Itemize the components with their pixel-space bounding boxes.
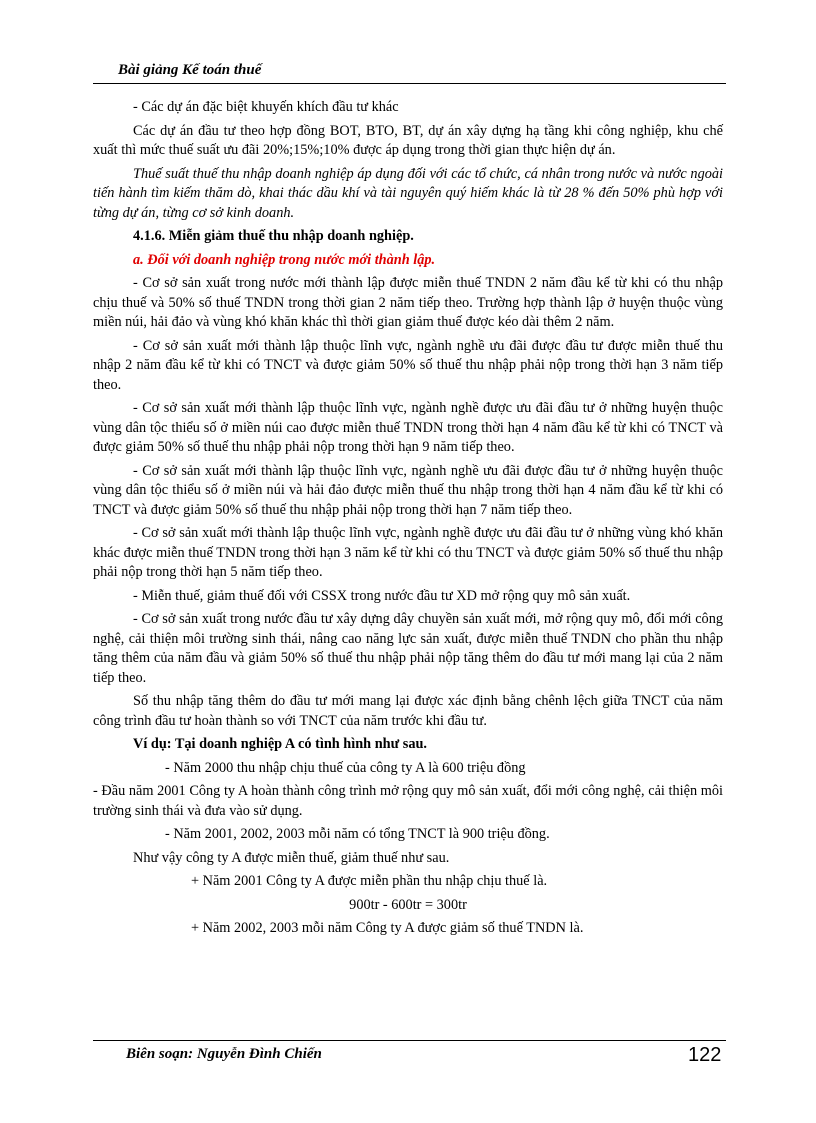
section-heading: 4.1.6. Miễn giảm thuế thu nhập doanh nghiệp.: [133, 228, 414, 244]
paragraph: - Cơ sở sản xuất mới thành lập thuộc lĩnh vực, ngành nghề ưu đãi được đầu tư ở những huyện thuộc vùng dân tộc thiểu số ở miền núi và hải đảo được miễn thuế thu nhập trong thời hạn 4 năm đầu kể từ khi có TNCT và được giảm 50% số thuế thu nhập phải nộp trong thời hạn 7 năm tiếp theo.: [93, 462, 723, 518]
paragraph: Số thu nhập tăng thêm do đầu tư mới mang lại được xác định bằng chênh lệch giữa TNCT của năm công trình đầu tư hoàn thành so với TNCT của năm trước khi đầu tư.: [93, 693, 723, 729]
paragraph: - Cơ sở sản xuất trong nước đầu tư xây dựng dây chuyền sản xuất mới, mở rộng quy mô, đổi mới công nghệ, cải thiện môi trường sinh thái, nâng cao năng lực sản xuất, được miễn thuế TNDN cho phần thu nhập tăng thêm của năm đầu và giảm 50% số thuế thu nhập phải nộp tăng thêm do đầu tư mới mang lại của 2 năm tiếp theo.: [93, 611, 723, 686]
page-body: [93, 98, 723, 943]
example-formula: 900tr - 600tr = 300tr: [349, 896, 467, 913]
paragraph: - Cơ sở sản xuất mới thành lập thuộc lĩnh vực, ngành nghề được ưu đãi đầu tư ở những huyện thuộc vùng dân tộc thiểu số ở miền núi cao được miễn thuế TNDN trong thời hạn 4 năm đầu kể từ khi có TNCT và được giảm 50% số thuế thu nhập phải nộp trong thời hạn 9 năm tiếp theo.: [93, 400, 723, 455]
paragraph: - Cơ sở sản xuất mới thành lập thuộc lĩnh vực, ngành nghề ưu đãi được đầu tư được miễn thuế thu nhập 2 năm đầu kể từ khi có TNCT và được giảm 50% số thuế thu nhập phải nộp trong thời hạn 3 năm tiếp theo.: [93, 337, 723, 393]
page-number: 122: [688, 1044, 722, 1066]
example-heading: Ví dụ: Tại doanh nghiệp A có tình hình như sau.: [133, 736, 427, 752]
paragraph: - Các dự án đặc biệt khuyến khích đầu tư khác: [133, 99, 399, 115]
footer-divider: [93, 1040, 726, 1041]
page-header-title: Bài giảng Kế toán thuế: [118, 62, 262, 78]
header-divider: [93, 83, 726, 84]
example-line: + Năm 2002, 2003 mỗi năm Công ty A được giảm số thuế TNDN là.: [191, 920, 584, 936]
example-line: - Đầu năm 2001 Công ty A hoàn thành công trình mở rộng quy mô sản xuất, đổi mới công nghệ, cải thiện môi trường sinh thái và đưa vào sử dụng.: [93, 783, 723, 819]
example-line: Như vậy công ty A được miễn thuế, giảm thuế như sau.: [133, 849, 450, 866]
paragraph: Thuế suất thuế thu nhập doanh nghiệp áp dụng đối với các tổ chức, cá nhân trong nước và nước ngoài tiến hành tìm kiếm thăm dò, khai thác dầu khí và tài nguyên quý hiếm khác là từ 28 % đến 50% phù hợp với từng dự án, từng cơ sở kinh doanh.: [93, 165, 723, 221]
example-line: - Năm 2000 thu nhập chịu thuế của công ty A là 600 triệu đồng: [165, 759, 526, 776]
paragraph: - Cơ sở sản xuất trong nước mới thành lập được miễn thuế TNDN 2 năm đầu kể từ khi có thu nhập chịu thuế và 50% số thuế TNDN trong thời gian 2 năm tiếp theo. Trường hợp thành lập ở huyện thuộc vùng miền núi, hải đảo và vùng khó khăn khác thì thời gian giảm thuế được kéo dài thêm 2 năm.: [93, 275, 723, 330]
subsection-heading: a. Đối với doanh nghiệp trong nước mới thành lập.: [133, 251, 436, 268]
paragraph: Các dự án đầu tư theo hợp đồng BOT, BTO, BT, dự án xây dựng hạ tầng khi công nghiệp, khu chế xuất thì mức thuế suất ưu đãi 20%;15%;10% được áp dụng trong thời gian thực hiện dự án.: [93, 122, 723, 158]
paragraph: - Cơ sở sản xuất mới thành lập thuộc lĩnh vực, ngành nghề được ưu đãi đầu tư ở những vùng khó khăn khác được miễn thuế TNDN trong thời hạn 3 năm kể từ khi có thu TNCT và được giảm 50% số thuế thu nhập phải nộp trong thời hạn 5 năm tiếp theo.: [93, 525, 723, 580]
footer-author: Biên soạn: Nguyễn Đình Chiến: [126, 1046, 322, 1062]
example-line: - Năm 2001, 2002, 2003 mỗi năm có tổng TNCT là 900 triệu đồng.: [165, 826, 550, 842]
example-line: + Năm 2001 Công ty A được miễn phần thu nhập chịu thuế là.: [191, 873, 548, 889]
paragraph: - Miễn thuế, giảm thuế đối với CSSX trong nước đầu tư XD mở rộng quy mô sản xuất.: [133, 587, 631, 604]
